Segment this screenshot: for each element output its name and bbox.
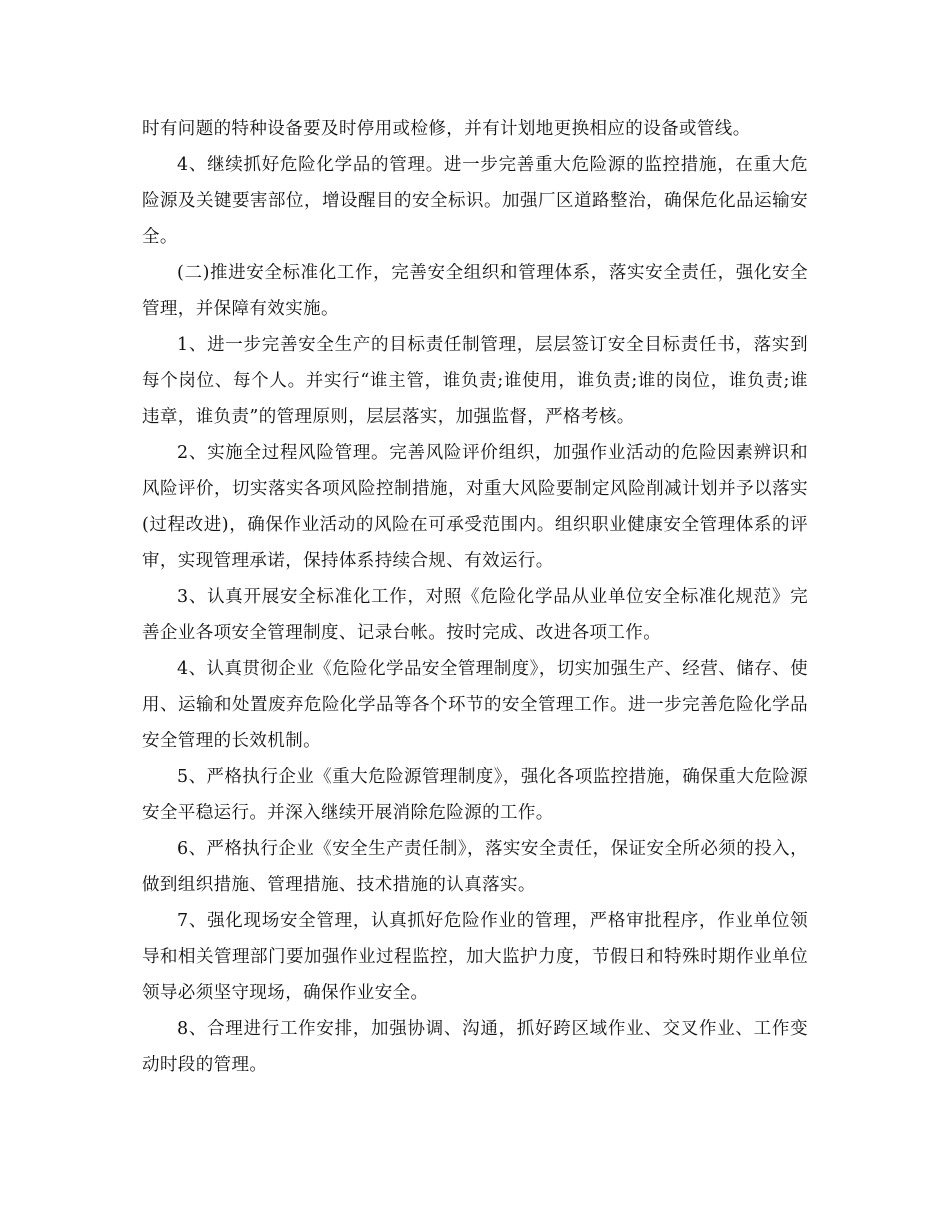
paragraph-item-4: 4、认真贯彻企业《危险化学品安全管理制度》，切实加强生产、经营、储存、使用、运输和处置废弃危险化学品等各个环节的安全管理工作。进一步完善危险化学品安全管理的长效机制。 <box>142 659 808 751</box>
paragraph-item-4-chemicals: 4、继续抓好危险化学品的管理。进一步完善重大危险源的监控措施，在重大危险源及关键要害部位，增设醒目的安全标识。加强厂区道路整治，确保危化品运输安全。 <box>142 155 808 247</box>
paragraph-item-6: 6、严格执行企业《安全生产责任制》，落实安全责任，保证安全所必须的投入，做到组织措施、管理措施、技术措施的认真落实。 <box>142 839 808 895</box>
paragraph-item-8: 8、合理进行工作安排，加强协调、沟通，抓好跨区域作业、交叉作业、工作变动时段的管理。 <box>142 1019 808 1075</box>
paragraph-item-2: 2、实施全过程风险管理。完善风险评价组织，加强作业活动的危险因素辨识和风险评价，切实落实各项风险控制措施，对重大风险要制定风险削减计划并予以落实(过程改进)，确保作业活动的风险在可承受范围内。组织职业健康安全管理体系的评审，实现管理承诺，保持体系持续合规、有效运行。 <box>142 443 808 571</box>
paragraph-item-5: 5、严格执行企业《重大危险源管理制度》，强化各项监控措施，确保重大危险源安全平稳运行。并深入继续开展消除危险源的工作。 <box>142 767 808 823</box>
paragraph-item-1: 1、进一步完善安全生产的目标责任制管理，层层签订安全目标责任书，落实到每个岗位、每个人。并实行“谁主管，谁负责;谁使用，谁负责;谁的岗位，谁负责;谁违章，谁负责”的管理原则，层层落实，加强监督，严格考核。 <box>142 335 808 427</box>
paragraph-item-3: 3、认真开展安全标准化工作，对照《危险化学品从业单位安全标准化规范》完善企业各项安全管理制度、记录台帐。按时完成、改进各项工作。 <box>142 587 808 643</box>
paragraph-continuation: 时有问题的特种设备要及时停用或检修，并有计划地更换相应的设备或管线。 <box>142 119 751 139</box>
document-body <box>142 111 808 1083</box>
section-heading-2: (二)推进安全标准化工作，完善安全组织和管理体系，落实安全责任，强化安全管理，并保障有效实施。 <box>142 263 808 319</box>
paragraph-item-7: 7、强化现场安全管理，认真抓好危险作业的管理，严格审批程序，作业单位领导和相关管理部门要加强作业过程监控，加大监护力度，节假日和特殊时期作业单位领导必须坚守现场，确保作业安全。 <box>142 911 808 1003</box>
